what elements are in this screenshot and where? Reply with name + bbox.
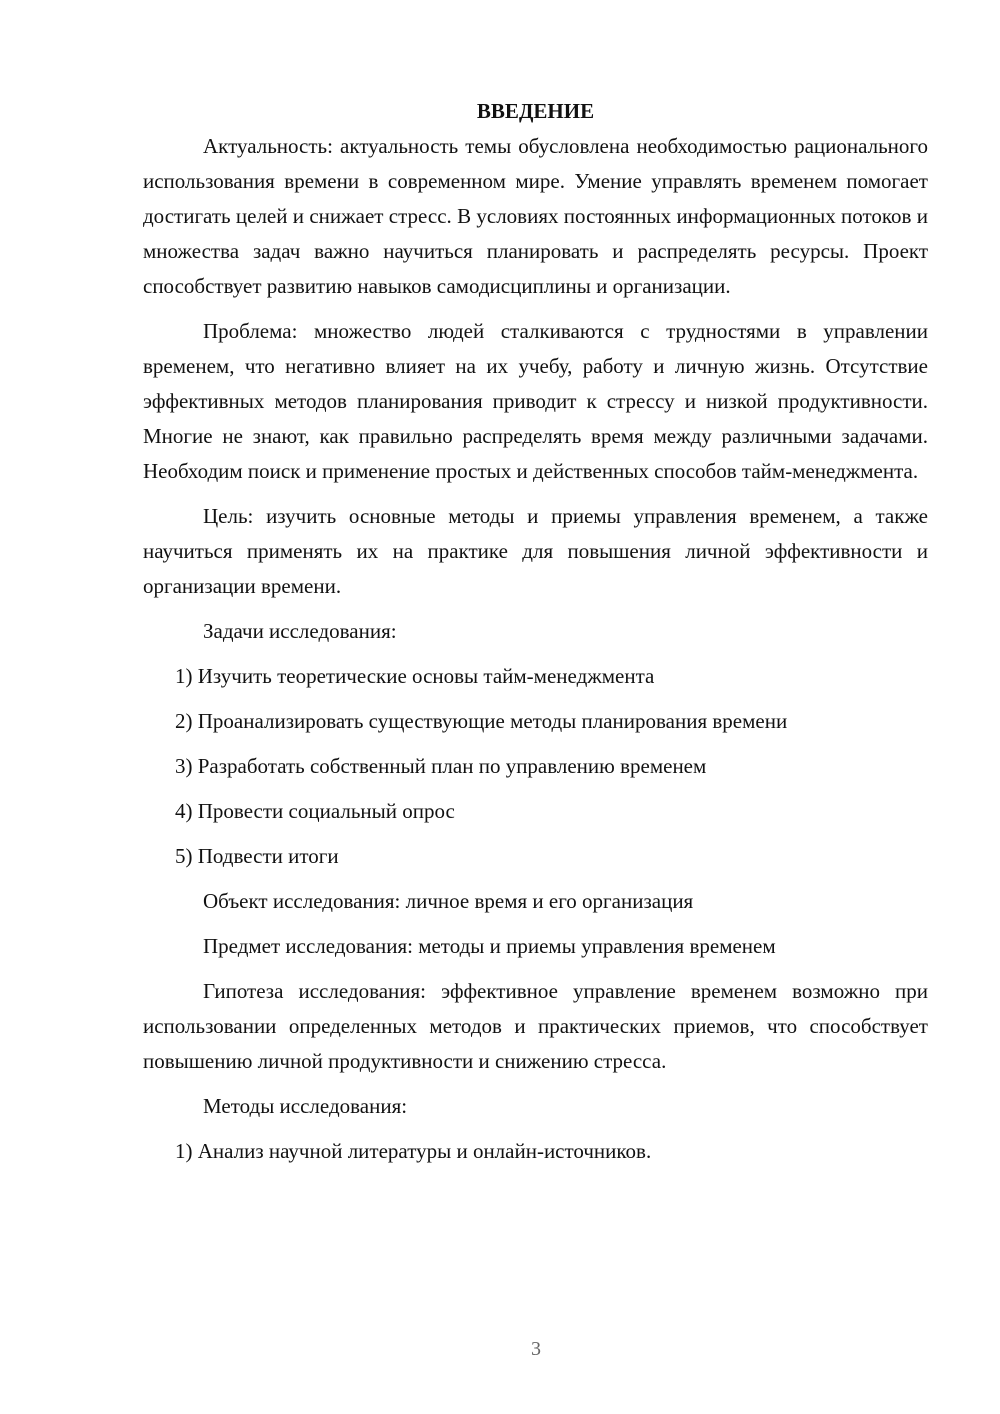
tasks-list xyxy=(143,659,928,874)
methods-heading: Методы исследования: xyxy=(203,1094,408,1118)
problem-paragraph: Проблема: множество людей сталкиваются с трудностями в управлении временем, что негативно влияет на их учебу, работу и личную жизнь. Отсутствие эффективных методов планирования приводит к стрессу и низкой продуктивности. Многие не знают, как правильно распределять время между различными задачами. Необходим поиск и применение простых и действенных способов тайм-менеджмента. xyxy=(143,319,928,483)
task-item-2: 2) Проанализировать существующие методы планирования времени xyxy=(175,709,788,733)
section-title: ВВЕДЕНИЕ xyxy=(476,99,595,123)
tasks-heading: Задачи исследования: xyxy=(203,619,397,643)
subject-line: Предмет исследования: методы и приемы управления временем xyxy=(203,934,776,958)
task-item-3: 3) Разработать собственный план по управлению временем xyxy=(175,754,707,778)
relevance-paragraph: Актуальность: актуальность темы обусловлена необходимостью рационального использования времени в современном мире. Умение управлять временем помогает достигать целей и снижает стресс. В условиях постоянных информационных потоков и множества задач важно научиться планировать и распределять ресурсы. Проект способствует развитию навыков самодисциплины и организации. xyxy=(143,134,928,298)
hypothesis-paragraph: Гипотеза исследования: эффективное управление временем возможно при использовании определенных методов и практических приемов, что способствует повышению личной продуктивности и снижению стресса. xyxy=(143,979,928,1073)
task-item-1: 1) Изучить теоретические основы тайм-менеджмента xyxy=(175,664,655,688)
page-number: 3 xyxy=(531,1338,541,1360)
task-item-5: 5) Подвести итоги xyxy=(175,844,339,868)
object-line: Объект исследования: личное время и его организация xyxy=(203,889,694,913)
task-item-4: 4) Провести социальный опрос xyxy=(175,799,455,823)
methods-list xyxy=(143,1134,928,1169)
goal-paragraph: Цель: изучить основные методы и приемы управления временем, а также научиться применять их на практике для повышения личной эффективности и организации времени. xyxy=(143,504,928,598)
page-content xyxy=(143,94,928,1179)
method-item-1: 1) Анализ научной литературы и онлайн-источников. xyxy=(175,1139,652,1163)
